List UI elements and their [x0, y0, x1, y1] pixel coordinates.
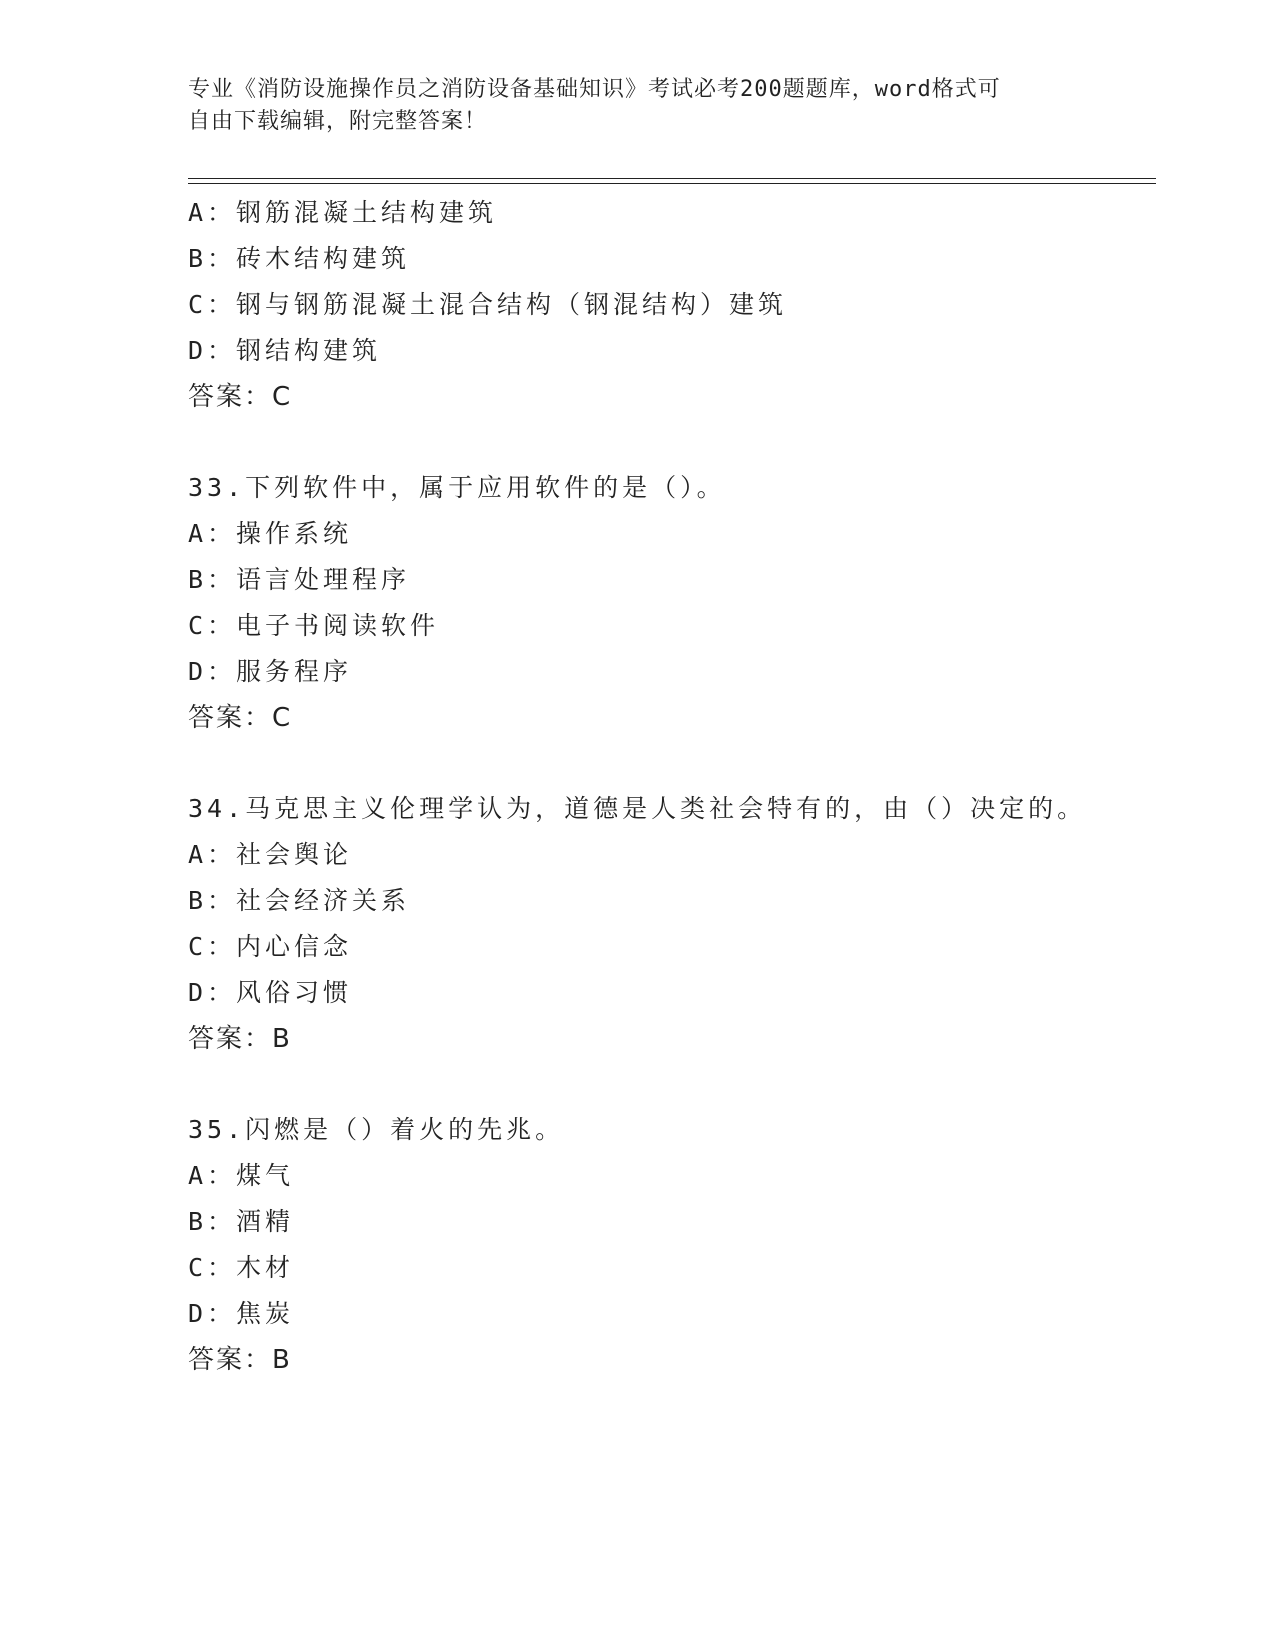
- spacer: [188, 420, 1148, 465]
- option-c: C：电子书阅读软件: [188, 611, 440, 640]
- header-divider-top: [188, 178, 1156, 179]
- option-b: B：社会经济关系: [188, 886, 411, 915]
- question-stem: 34.马克思主义伦理学认为，道德是人类社会特有的，由（）决定的。: [188, 794, 1087, 823]
- option-c: C：木材: [188, 1253, 295, 1282]
- question-block-34: [188, 786, 1148, 1062]
- spacer: [188, 741, 1148, 786]
- option-d: D：焦炭: [188, 1299, 295, 1328]
- option-a: A：社会舆论: [188, 840, 353, 869]
- option-d: D：风俗习惯: [188, 978, 353, 1007]
- question-stem: 35.闪燃是（）着火的先兆。: [188, 1115, 565, 1144]
- header-line-2: 自由下载编辑，附完整答案！: [188, 109, 488, 134]
- question-block-35: [188, 1107, 1148, 1383]
- spacer: [188, 1062, 1148, 1107]
- header-divider-bottom: [188, 183, 1156, 184]
- answer-line: 答案：C: [188, 382, 293, 412]
- question-block-33: [188, 465, 1148, 741]
- option-b: B：语言处理程序: [188, 565, 411, 594]
- option-c: C：内心信念: [188, 932, 353, 961]
- option-b: B：酒精: [188, 1207, 295, 1236]
- option-d: D：钢结构建筑: [188, 336, 382, 365]
- answer-line: 答案：C: [188, 703, 293, 733]
- header-line-1: 专业《消防设施操作员之消防设备基础知识》考试必考200题题库，word格式可: [188, 77, 1001, 102]
- question-stem: 33.下列软件中，属于应用软件的是（）。: [188, 473, 726, 502]
- option-a: A：煤气: [188, 1161, 295, 1190]
- option-a: A：操作系统: [188, 519, 353, 548]
- question-list: [188, 190, 1148, 1383]
- question-block-32: [188, 190, 1148, 420]
- option-c: C：钢与钢筋混凝土混合结构（钢混结构）建筑: [188, 290, 788, 319]
- answer-line: 答案：B: [188, 1024, 292, 1054]
- option-b: B：砖木结构建筑: [188, 244, 411, 273]
- option-d: D：服务程序: [188, 657, 353, 686]
- option-a: A：钢筋混凝土结构建筑: [188, 198, 498, 227]
- answer-line: 答案：B: [188, 1345, 292, 1375]
- document-header: [188, 74, 1068, 138]
